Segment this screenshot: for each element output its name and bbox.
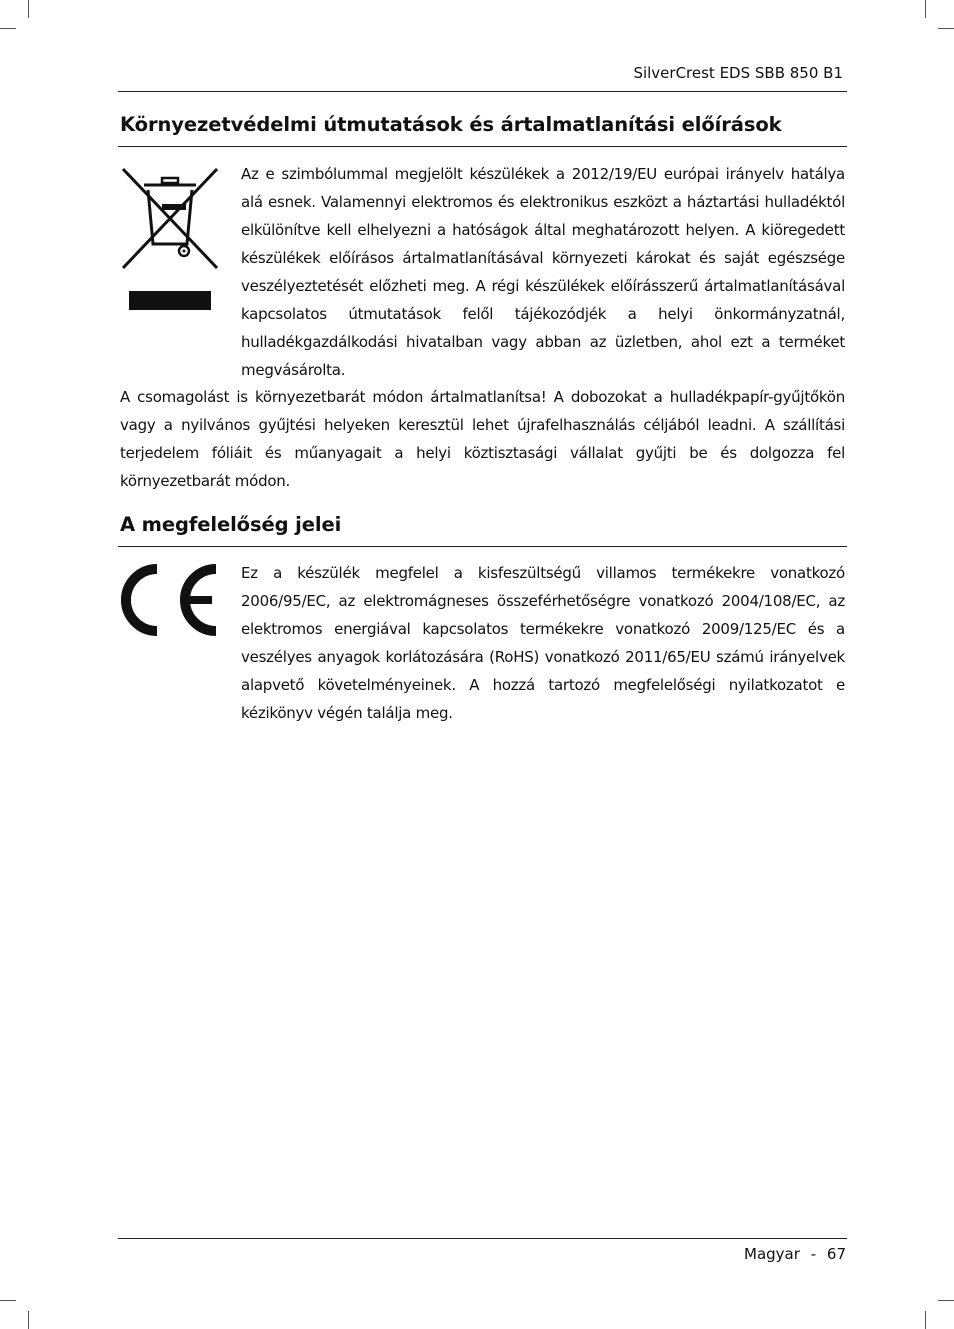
crop-mark [938,1300,954,1301]
footer-rule [118,1238,847,1239]
weee-crossed-bin-icon [120,166,220,312]
weee-paragraph: Az e szimbólummal megjelölt készülékek a 2012/19/EU európai irányelv hatálya alá esnek. Valamennyi elektromos és elektronikus eszközt a háztartási hulladéktól elkülönítve kell elhelyezni a hatóságok által meghatározott helyen. A kiöregedett készülékek előírásos ártalmatlanításával környezeti károkat és saját egészsége veszélyeztetését előzheti meg. A régi készülékek előírásszerű ártalmatlanításával kapcsolatos útmutatások felől tájékozódjék a helyi önkormányzatnál, hulladékgazdálkodási hivatalban vagy abban az üzletben, ahol ezt a terméket megvásárolta. [241,165,845,379]
page-number: 67 [826,1245,846,1263]
section-heading-conformity: A megfelelőség jelei [120,513,342,536]
ce-mark-icon [120,563,220,637]
conformity-paragraph: Ez a készülék megfelel a kisfeszültségű villamos termékekre vonatkozó 2006/95/EC, az elektromágneses összeférhetőségre vonatkozó 2004/108/EC, az elektromos energiával kapcsolatos termékekre vonatkozó 2009/125/EC és a veszélyes anyagok korlátozására (RoHS) vonatkozó 2011/65/EU számú irányelvek alapvető követelményeinek. A hozzá tartozó megfelelőségi nyilatkozatot e kézikönyv végén találja meg. [241,564,845,722]
section-rule [118,146,847,147]
crop-mark [925,1311,926,1329]
running-header: SilverCrest EDS SBB 850 B1 [633,64,843,82]
section-rule [118,546,847,547]
page-footer [744,1244,846,1264]
crop-mark [28,0,29,18]
crop-mark [0,28,16,29]
header-rule [118,91,847,92]
crop-mark [925,0,926,18]
crop-mark [938,28,954,29]
footer-language: Magyar [744,1245,800,1263]
section-heading-environment: Környezetvédelmi útmutatások és ártalmatlanítási előírások [120,113,782,136]
footer-separator: - [810,1245,817,1263]
crop-mark [28,1311,29,1329]
crop-mark [0,1300,16,1301]
packaging-paragraph: A csomagolást is környezetbarát módon ártalmatlanítsa! A dobozokat a hulladékpapír-gyűjtőkön vagy a nyilvános gyűjtési helyeken keresztül lehet újrafelhasználás céljából leadni. A szállítási terjedelem fóliáit és műanyagait a helyi köztisztasági vállalat gyűjti be és dolgozza fel környezetbarát módon. [120,388,845,490]
